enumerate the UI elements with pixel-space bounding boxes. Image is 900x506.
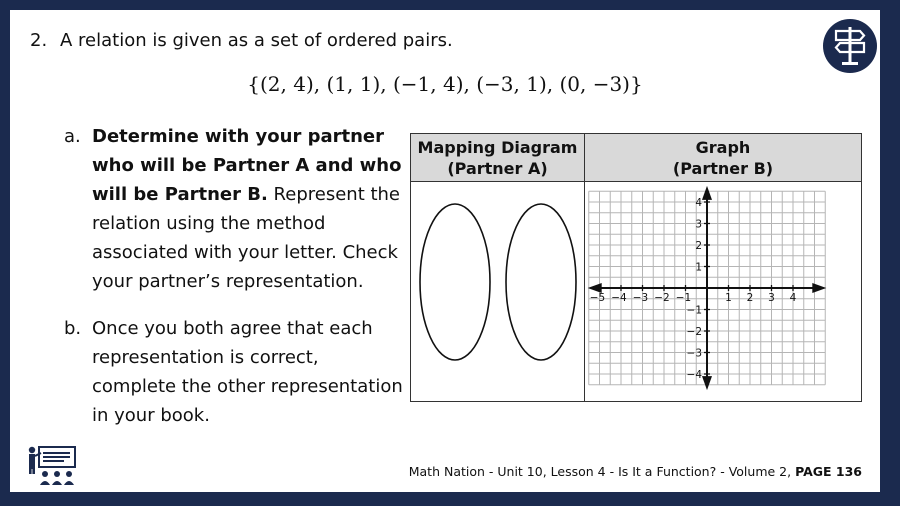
mapping-header-line2: (Partner A) — [447, 159, 548, 178]
mapping-header-line1: Mapping Diagram — [417, 138, 578, 157]
slide — [10, 10, 880, 492]
part-a-rest: Represent the relation using the method associated with your letter. Check your partner’s representation. — [92, 184, 401, 292]
teacher-presentation-icon — [26, 446, 78, 486]
part-b-letter: b. — [64, 318, 82, 339]
y-tick-label: −1 — [686, 304, 702, 317]
question-number: 2. — [30, 30, 48, 51]
y-tick-label: 1 — [695, 261, 702, 274]
graph-header-line1: Graph — [695, 138, 751, 157]
y-axis-arrow-up — [702, 186, 712, 200]
x-tick-label: −3 — [632, 292, 649, 304]
graph-header — [585, 134, 861, 182]
y-axis-arrow-down — [702, 376, 712, 390]
y-tick-label: 4 — [695, 197, 702, 209]
signpost-icon — [822, 18, 878, 74]
part-a-bold: Determine with your partner who will be Partner A and who will be Partner B. — [92, 126, 402, 205]
domain-oval — [420, 204, 490, 360]
column-divider — [584, 182, 585, 401]
graph-header-line2: (Partner B) — [672, 159, 774, 178]
y-tick-label: −4 — [686, 369, 702, 381]
coordinate-grid[interactable] — [587, 184, 859, 398]
part-a-letter: a. — [64, 126, 81, 147]
x-tick-label: −2 — [654, 292, 670, 304]
range-oval — [506, 204, 576, 360]
x-axis-arrow-right — [812, 283, 826, 293]
representation-table — [410, 133, 862, 402]
x-tick-label: −5 — [589, 292, 606, 304]
part-b — [64, 314, 404, 430]
x-tick-label: 3 — [768, 292, 775, 304]
x-tick-label: −4 — [611, 292, 627, 304]
question-prompt: A relation is given as a set of ordered pairs. — [60, 30, 453, 51]
footer-text: Math Nation - Unit 10, Lesson 4 - Is It a Function? - Volume 2, — [408, 464, 796, 479]
part-a-text — [92, 122, 404, 296]
mapping-diagram-header — [411, 134, 585, 182]
x-tick-label: −1 — [675, 292, 692, 304]
x-tick-label: 1 — [725, 292, 732, 304]
y-tick-label: −3 — [686, 347, 702, 360]
footer-citation — [409, 464, 862, 479]
y-tick-label: 2 — [695, 240, 702, 252]
mapping-diagram — [411, 182, 583, 400]
y-tick-label: 3 — [695, 218, 702, 231]
ordered-pairs: {(2, 4), (1, 1), (−1, 4), (−3, 1), (0, −3)} — [247, 72, 643, 96]
part-b-text: Once you both agree that each representation is correct, complete the other representation in your book. — [92, 318, 403, 426]
footer-page: PAGE 136 — [795, 464, 862, 479]
question-title — [30, 30, 453, 51]
part-a — [64, 122, 404, 296]
x-tick-label: 4 — [789, 292, 797, 304]
y-tick-label: −2 — [686, 326, 702, 338]
x-tick-label: 2 — [746, 292, 754, 304]
